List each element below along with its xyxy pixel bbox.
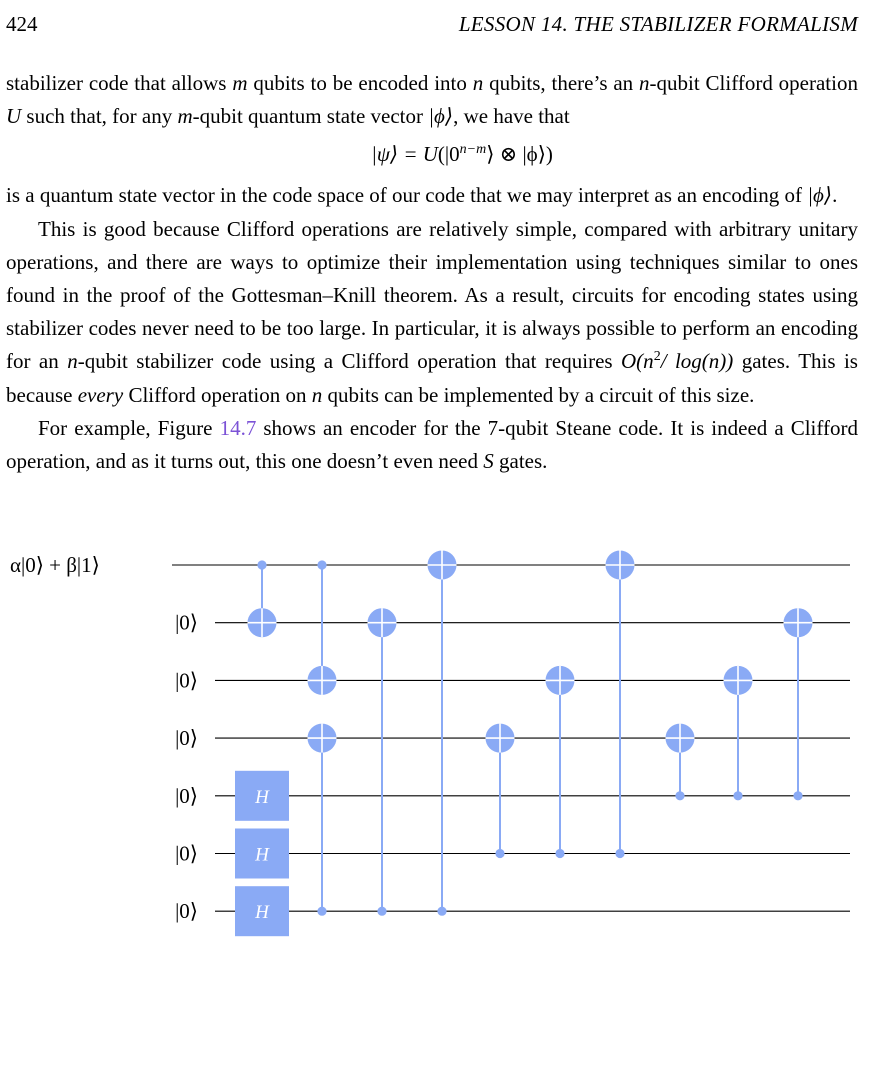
paragraph-1: stabilizer code that allows m qubits to be encoded into n qubits, there’s an n-qubit Clifford operation U such that, for any m-qubit quantum state vector |ϕ⟩, we have that	[6, 71, 858, 129]
page-number: 424	[6, 12, 38, 36]
running-head: LESSON 14. THE STABILIZER FORMALISM	[458, 12, 858, 36]
wire-label: |0⟩	[175, 668, 198, 693]
cnot-control-dot	[377, 907, 386, 916]
wire-label: |0⟩	[175, 610, 198, 635]
wire-label: |0⟩	[175, 899, 198, 924]
wire-label: |0⟩	[175, 726, 198, 751]
cnot-control-dot	[615, 849, 624, 858]
page-header	[0, 12, 880, 42]
hadamard-label: H	[255, 844, 269, 866]
equation: |ψ⟩ = $U(|0^{n-m}⟩$ ⊗ |ϕ⟩)	[371, 142, 553, 167]
cnot-control-dot	[437, 907, 446, 916]
cnot-control-dot	[317, 907, 326, 916]
cnot-control-dot	[675, 791, 684, 800]
cnot-control-dot	[257, 560, 266, 569]
body-text	[6, 67, 858, 478]
paragraph-4: For example, Figure 14.7 shows an encoder for the 7-qubit Steane code. It is indeed a Clifford operation, and as it turns out, this one doesn’t even need S gates.	[6, 415, 858, 474]
hadamard-label: H	[255, 786, 269, 808]
cnot-control-dot	[495, 849, 504, 858]
hadamard-label: H	[255, 902, 269, 924]
wire-label: α|0⟩ + β|1⟩	[10, 553, 100, 577]
cnot-control-dot	[317, 560, 326, 569]
cnot-control-dot	[793, 791, 802, 800]
cnot-control-dot	[733, 791, 742, 800]
cnot-control-dot	[555, 849, 564, 858]
paragraph-3: This is good because Clifford operations are relatively simple, compared with arbitrary unitary operations, and there are ways to optimize their implementation using techniques similar to ones found in the proof of the Gottesman–Knill theorem. As a result, circuits for encoding states using stabilizer codes never need to be too large. In particular, it is always possible to perform an encoding for an n-qubit stabilizer code using a Clifford operation that requires $O(n^2/$ log(n)) gates. This is because every Clifford operation on n qubits can be implemented by a circuit of this size.	[6, 216, 858, 407]
wire-label: |0⟩	[175, 841, 198, 866]
encoder-circuit	[0, 520, 880, 1081]
figure-ref-link[interactable]: 14.7	[219, 415, 257, 440]
wire-label: |0⟩	[175, 783, 198, 808]
paragraph-2: is a quantum state vector in the code space of our code that we may interpret as an encoding of |ϕ⟩.	[6, 183, 838, 208]
